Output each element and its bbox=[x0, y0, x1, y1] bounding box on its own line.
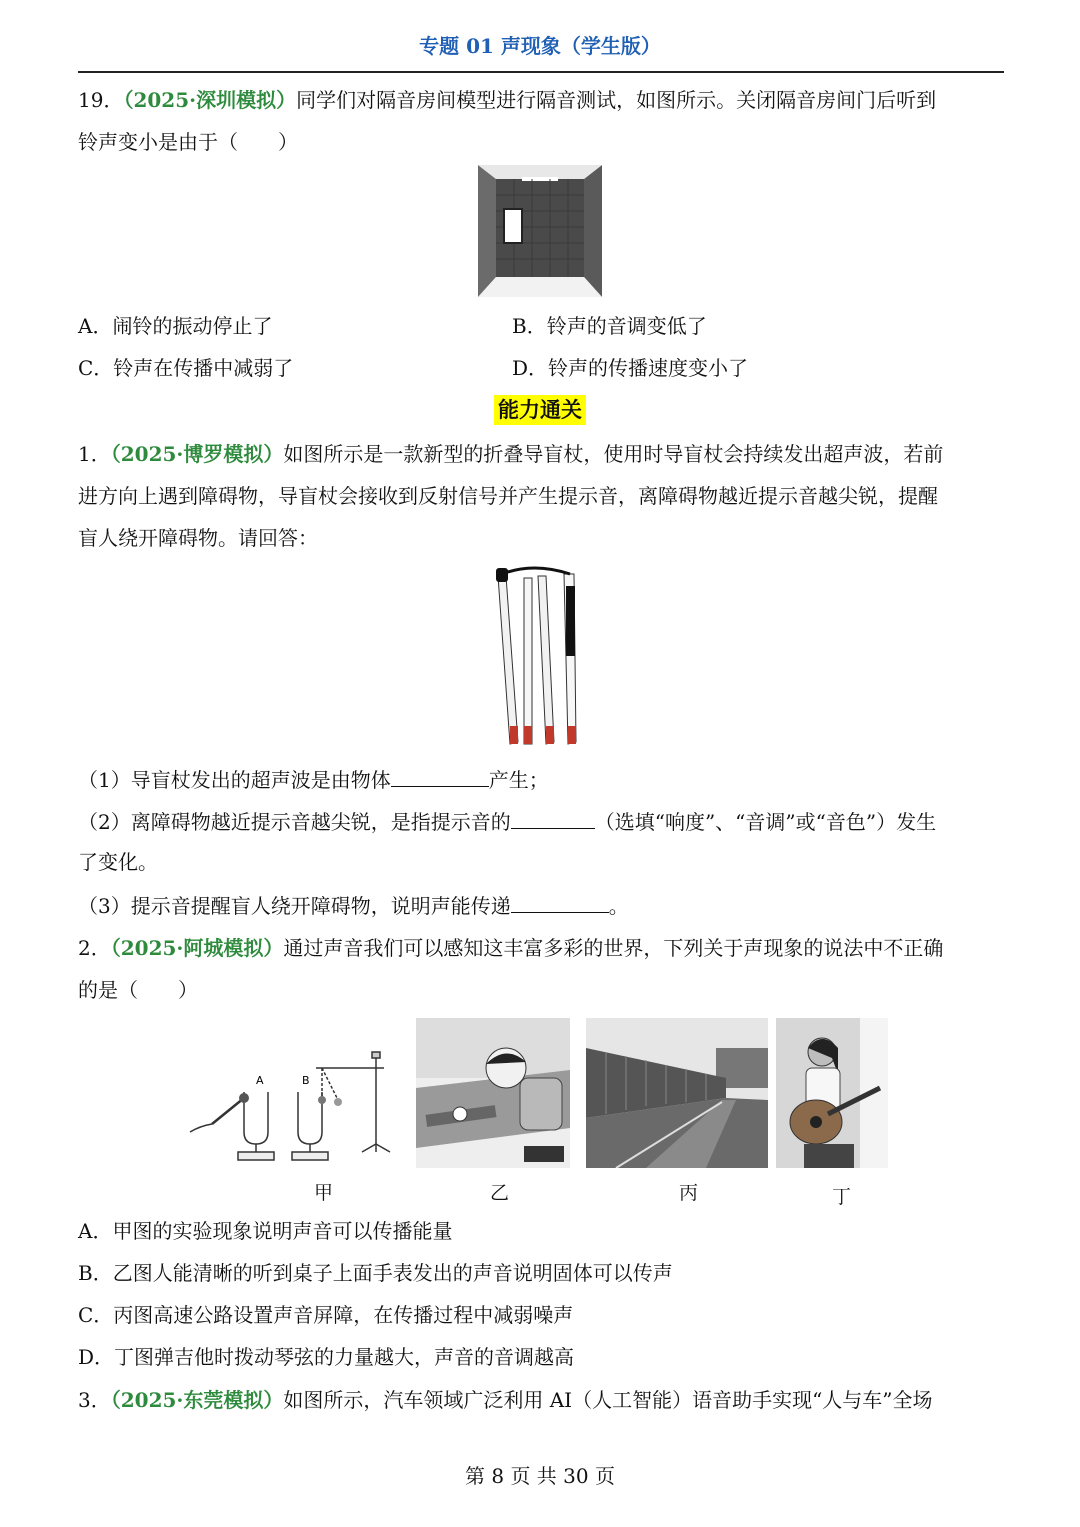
q1-sub2-suffix: （选填“响度”、“音调”或“音色”）发生 bbox=[594, 810, 937, 834]
header-divider bbox=[78, 71, 1004, 73]
q19-line-1 bbox=[78, 86, 936, 114]
guitar-player-figure bbox=[776, 1018, 888, 1168]
q1-text-1: 如图所示是一款新型的折叠导盲杖，使用时导盲杖会持续发出超声波，若前 bbox=[283, 442, 944, 466]
q19-source: （2025·深圳模拟） bbox=[123, 88, 297, 112]
q2-source: （2025·阿城模拟） bbox=[110, 936, 284, 960]
q1-number: 1． bbox=[78, 442, 111, 466]
fork-a-label: A bbox=[256, 1074, 264, 1087]
q19-text-1: 同学们对隔音房间模型进行隔音测试，如图所示。关闭隔音房间门后听到 bbox=[296, 88, 937, 112]
q2-number: 2． bbox=[78, 936, 111, 960]
q1-blank-3[interactable] bbox=[511, 890, 609, 913]
q3-number: 3． bbox=[78, 1388, 111, 1412]
q2-option-b[interactable]: B．乙图人能清晰的听到桌子上面手表发出的声音说明固体可以传声 bbox=[78, 1261, 673, 1285]
tuning-fork-figure bbox=[186, 1048, 394, 1166]
q1-line-1 bbox=[78, 440, 943, 468]
q19-option-a[interactable]: A．闹铃的振动停止了 bbox=[78, 314, 273, 338]
q1-sub1-suffix: 产生； bbox=[488, 768, 549, 792]
q19-text-2: 铃声变小是由于（ ） bbox=[78, 130, 298, 154]
q1-blank-1[interactable] bbox=[391, 764, 489, 787]
boy-desk-figure bbox=[416, 1018, 570, 1168]
q2-text-2: 的是（ ） bbox=[78, 978, 198, 1002]
q19-option-d[interactable]: D．铃声的传播速度变小了 bbox=[512, 356, 749, 380]
q1-sub-2 bbox=[78, 806, 936, 836]
q1-text-3: 盲人绕开障碍物。请回答： bbox=[78, 526, 318, 550]
q2-text-1: 通过声音我们可以感知这丰富多彩的世界，下列关于声现象的说法中不正确 bbox=[283, 936, 944, 960]
highway-barrier-figure bbox=[586, 1018, 768, 1168]
folding-cane-figure bbox=[488, 566, 588, 748]
q1-sub3-prefix: （3）提示音提醒盲人绕开障碍物，说明声能传递 bbox=[78, 894, 511, 918]
q1-sub-1 bbox=[78, 764, 549, 794]
q1-text-2: 进方向上遇到障碍物，导盲杖会接收到反射信号并产生提示音，离障碍物越近提示音越尖锐，提醒 bbox=[78, 484, 938, 508]
q2-option-c[interactable]: C．丙图高速公路设置声音屏障，在传播过程中减弱噪声 bbox=[78, 1303, 574, 1327]
q1-sub2-prefix: （2）离障碍物越近提示音越尖锐，是指提示音的 bbox=[78, 810, 511, 834]
q2-option-d[interactable]: D．丁图弹吉他时拨动琴弦的力量越大，声音的音调越高 bbox=[78, 1345, 575, 1369]
fork-b-label: B bbox=[302, 1074, 310, 1087]
figure-label-bing: 丙 bbox=[679, 1182, 699, 1204]
figure-label-jia: 甲 bbox=[314, 1182, 334, 1204]
q1-sub3-suffix: 。 bbox=[608, 894, 629, 918]
q1-sub1-prefix: （1）导盲杖发出的超声波是由物体 bbox=[78, 768, 391, 792]
q1-sub-2-continued: 了变化。 bbox=[78, 850, 158, 874]
q3-line-1 bbox=[78, 1386, 933, 1414]
figure-label-yi: 乙 bbox=[490, 1182, 510, 1204]
q2-option-a[interactable]: A．甲图的实验现象说明声音可以传播能量 bbox=[78, 1219, 453, 1243]
q1-source: （2025·博罗模拟） bbox=[110, 442, 284, 466]
q1-blank-2[interactable] bbox=[511, 806, 595, 829]
section-title: 能力通关 bbox=[494, 395, 586, 425]
q19-number: 19． bbox=[78, 88, 124, 112]
q2-line-1 bbox=[78, 934, 943, 962]
q3-text-1: 如图所示，汽车领域广泛利用 AI（人工智能）语音助手实现“人与车”全场 bbox=[283, 1388, 933, 1412]
figure-label-ding: 丁 bbox=[832, 1186, 852, 1208]
q19-option-b[interactable]: B．铃声的音调变低了 bbox=[512, 314, 707, 338]
q19-option-c[interactable]: C．铃声在传播中减弱了 bbox=[78, 356, 294, 380]
soundproof-room-figure bbox=[478, 165, 602, 297]
q3-source: （2025·东莞模拟） bbox=[110, 1388, 284, 1412]
page-header-title: 专题 01 声现象（学生版） bbox=[419, 34, 661, 58]
page-footer: 第 8 页 共 30 页 bbox=[465, 1464, 615, 1488]
q1-sub-3 bbox=[78, 890, 629, 920]
